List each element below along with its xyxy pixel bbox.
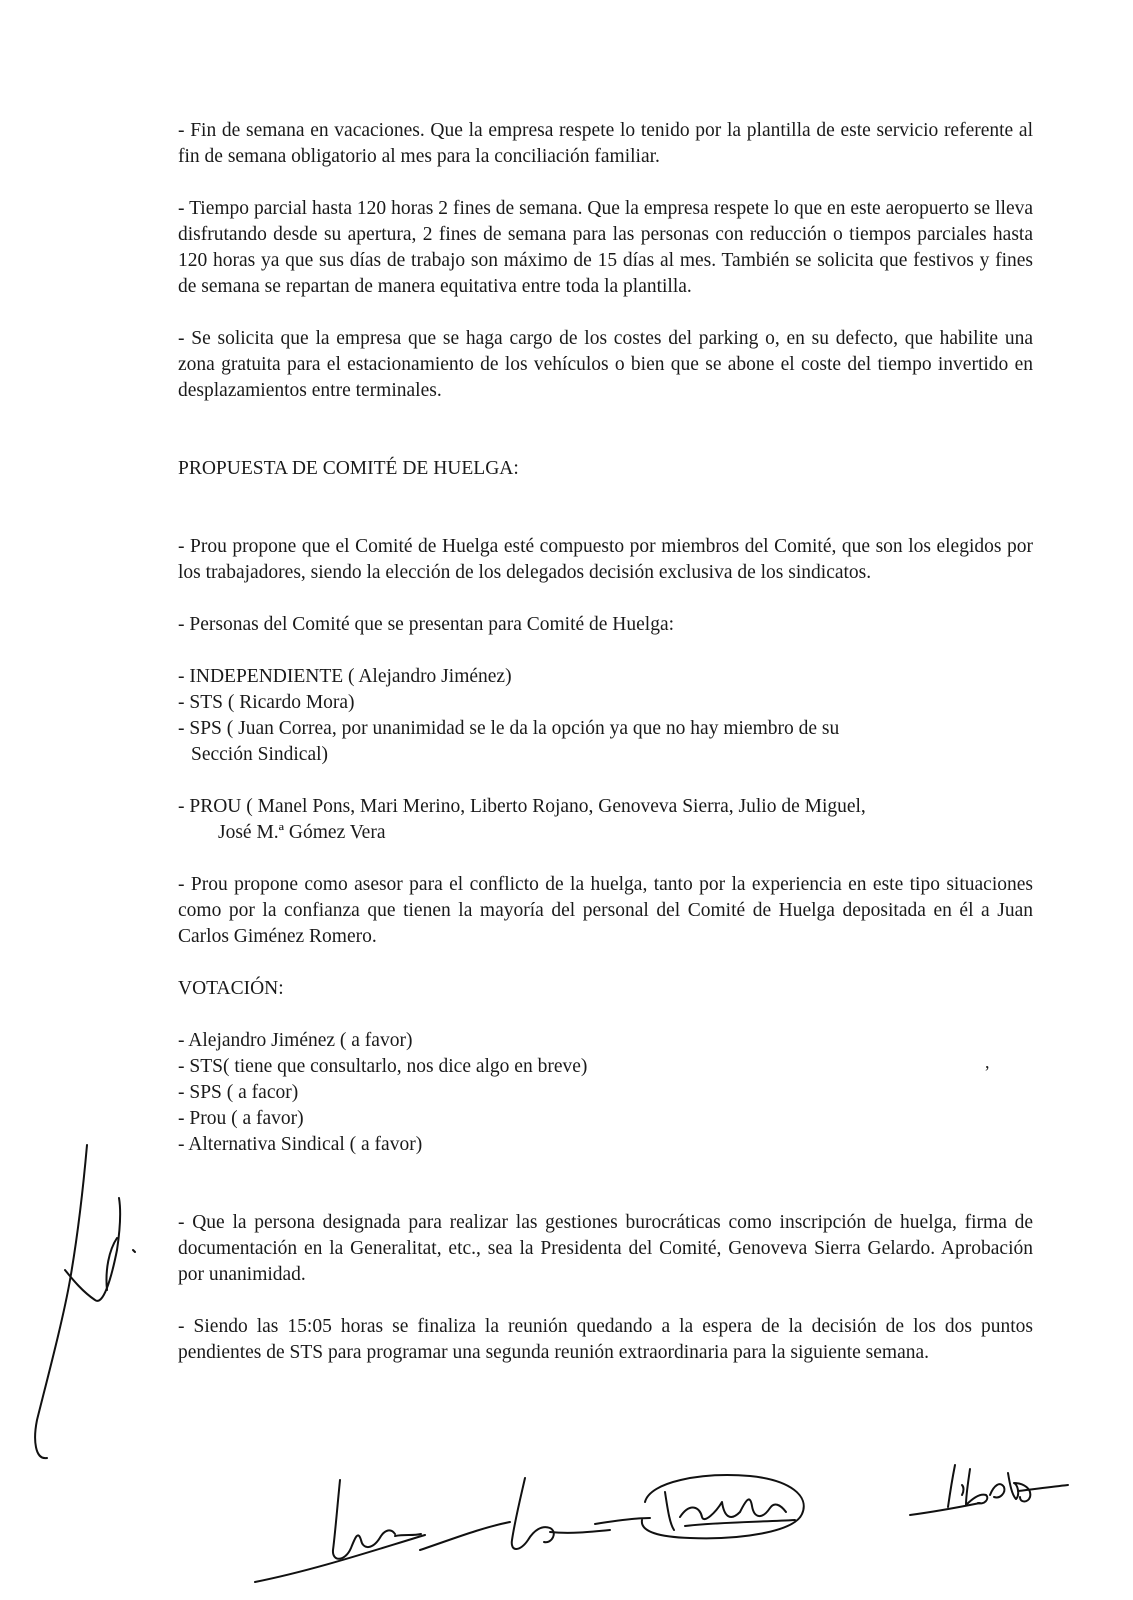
- candidate-sps: - SPS ( Juan Correa, por unanimidad se le da la opción ya que no hay miembro de su: [178, 718, 840, 739]
- paragraph-advisor: - Prou propone como asesor para el conflicto de la huelga, tanto por la experiencia en este tipo situaciones como por la confianza que tienen la mayoría del personal del Comité de Huelga depositada en él a Juan Carlos Giménez Romero.: [178, 874, 1033, 947]
- vote-item: - Prou ( a favor): [178, 1108, 304, 1129]
- candidate-prou: - PROU ( Manel Pons, Mari Merino, Liberto Rojano, Genoveva Sierra, Julio de Miguel,: [178, 796, 866, 817]
- vote-item: - SPS ( a facor): [178, 1082, 299, 1103]
- signature-3: [590, 1462, 850, 1572]
- candidates-intro: - Personas del Comité que se presentan para Comité de Huelga:: [178, 614, 675, 635]
- candidate-independiente: - INDEPENDIENTE ( Alejandro Jiménez): [178, 666, 512, 687]
- paragraph-prou-proposal: - Prou propone que el Comité de Huelga esté compuesto por miembros del Comité, que son los elegidos por los trabajadores, siendo la elección de los delegados decisión exclusiva de los sindicatos.: [178, 536, 1033, 583]
- candidate-sts: - STS ( Ricardo Mora): [178, 692, 355, 713]
- candidates-list: [178, 664, 1033, 846]
- vote-list: [178, 1028, 1033, 1158]
- vote-item: - Alejandro Jiménez ( a favor): [178, 1030, 413, 1051]
- vote-item: - STS( tiene que consultarlo, nos dice algo en breve): [178, 1056, 588, 1077]
- stray-mark: ,: [985, 1052, 990, 1072]
- paragraph-closing: - Siendo las 15:05 horas se finaliza la reunión quedando a la espera de la decisión de los dos puntos pendientes de STS para programar una segunda reunión extraordinaria para la siguiente semana.: [178, 1316, 1033, 1363]
- heading-strike-committee: PROPUESTA DE COMITÉ DE HUELGA:: [178, 458, 519, 479]
- margin-signature: [25, 1130, 155, 1470]
- document-body: [178, 118, 1033, 1366]
- paragraph-parking: - Se solicita que la empresa que se haga cargo de los costes del parking o, en su defecto, que habilite una zona gratuita para el estacionamiento de los vehículos o bien que se abone el coste del tiempo invertido en desplazamientos entre terminales.: [178, 328, 1033, 401]
- candidate-prou-cont: José M.ª Gómez Vera: [218, 822, 386, 843]
- candidate-sps-cont: Sección Sindical): [191, 744, 329, 765]
- heading-vote: VOTACIÓN:: [178, 978, 284, 999]
- paragraph-weekend-vacation: - Fin de semana en vacaciones. Que la empresa respete lo tenido por la plantilla de este servicio referente al fin de semana obligatorio al mes para la conciliación familiar.: [178, 120, 1033, 167]
- paragraph-designated-person: - Que la persona designada para realizar las gestiones burocráticas como inscripción de huelga, firma de documentación en la Generalitat, etc., sea la Presidenta del Comité, Genoveva Sierra Gelardo. Aprobación por unanimidad.: [178, 1212, 1033, 1285]
- paragraph-part-time: - Tiempo parcial hasta 120 horas 2 fines de semana. Que la empresa respete lo que en este aeropuerto se lleva disfrutando desde su apertura, 2 fines de semana para las personas con reducción o tiempos parciales hasta 120 horas ya que sus días de trabajo son máximo de 15 días al mes. También se solicita que festivos y fines de semana se repartan de manera equitativa entre toda la plantilla.: [178, 198, 1033, 297]
- signature-liberto: [900, 1455, 1080, 1535]
- vote-item: - Alternativa Sindical ( a favor): [178, 1134, 423, 1155]
